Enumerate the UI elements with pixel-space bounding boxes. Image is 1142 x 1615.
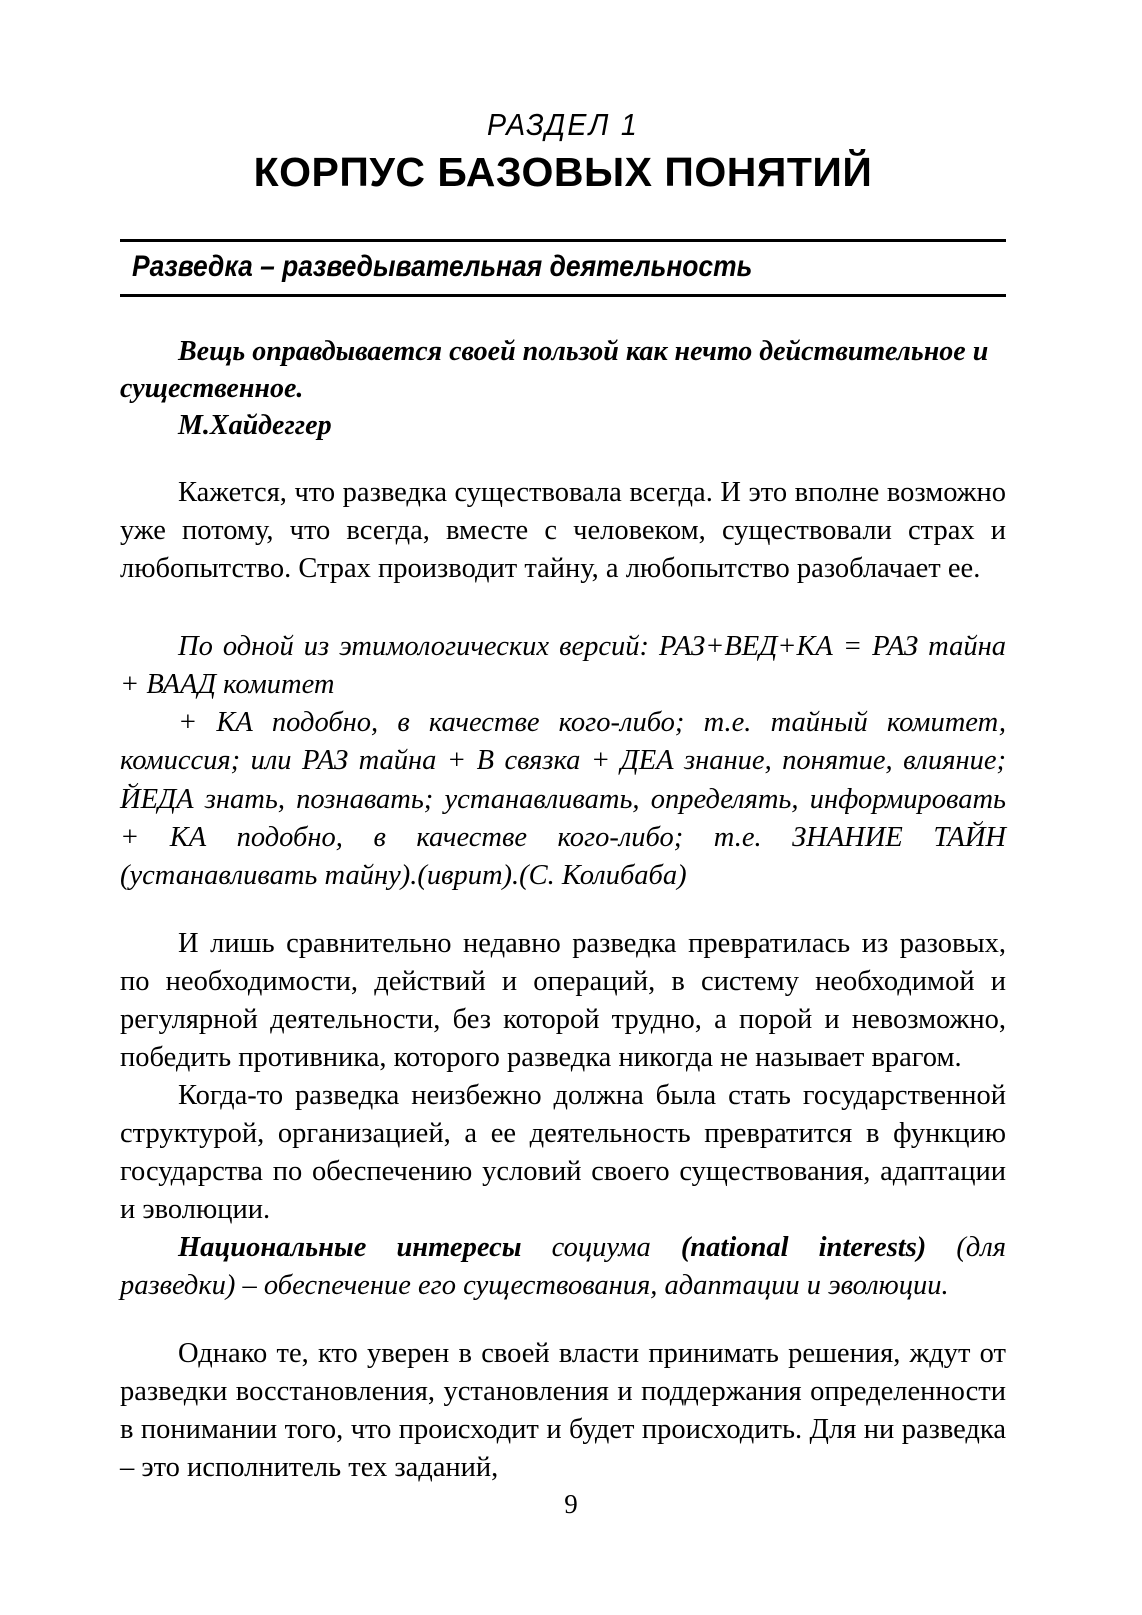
page-title: КОРПУС БАЗОВЫХ ПОНЯТИЙ — [253, 149, 873, 196]
section-heading-text: Разведка – разведывательная деятельность — [132, 250, 753, 283]
national-interests-term-en: (national interests) — [680, 1232, 927, 1264]
part-label: РАЗДЕЛ 1 — [487, 107, 639, 142]
page-content — [120, 0, 1006, 1487]
etymology-line-2: + КА подобно, в качестве кого-либо; т.е. тайный комитет, комиссия; или РАЗ тайна + В связка + ДЕА знание, понятие, влияние; ЙЕДА знать, познавать; устанавливать, определять, информировать + КА подобно, в качестве кого-либо; т.е. ЗНАНИЕ ТАЙН (устанавливать тайну).(иврит).(С. Колибаба) — [120, 707, 1006, 891]
body-paragraph-3: Когда-то разведка неизбежно должна была стать государственной структурой, организацией, а ее деятельность превратится в функцию государства по обеспечению условий своего существования, адаптации и эволюции. — [120, 1079, 1006, 1225]
epigraph-attribution: М.Хайдеггер — [178, 409, 332, 441]
epigraph-text: Вещь оправдывается своей пользой как нечто действительное и существенное. — [120, 335, 989, 404]
section-heading-block — [120, 239, 1006, 297]
body-paragraph-4: Однако те, кто уверен в своей власти принимать решения, ждут от разведки восстановления, установления и поддержания определенности в понимании того, что происходит и будет происходить. Для ни разведка – это исполнитель тех заданий, — [120, 1338, 1006, 1484]
body-paragraph-2: И лишь сравнительно недавно разведка превратилась из разовых, по необходимости, действий и операций, в систему необходимой и регулярной деятельности, без которой трудно, а порой и невозможно, победить противника, которого разведка никогда не называет врагом. — [120, 927, 1006, 1073]
national-interests-tail: (для разведки) – обеспечение его существования, адаптации и эволюции. — [120, 1232, 1006, 1302]
body-paragraph-1: Кажется, что разведка существовала всегда. И это вполне возможно уже потому, что всегда, вместе с человеком, существовали страх и любопытство. Страх производит тайну, а любопытство разоблачает ее. — [120, 477, 1006, 585]
national-interests-mid: социума — [521, 1232, 681, 1264]
etymology-line-1: По одной из этимологических версий: РАЗ+ВЕД+КА = РАЗ тайна + ВААД комитет — [120, 631, 1006, 701]
national-interests-term-ru: Национальные интересы — [178, 1232, 522, 1264]
page-number: 9 — [564, 1489, 578, 1519]
national-interests-paragraph — [120, 1229, 1006, 1305]
